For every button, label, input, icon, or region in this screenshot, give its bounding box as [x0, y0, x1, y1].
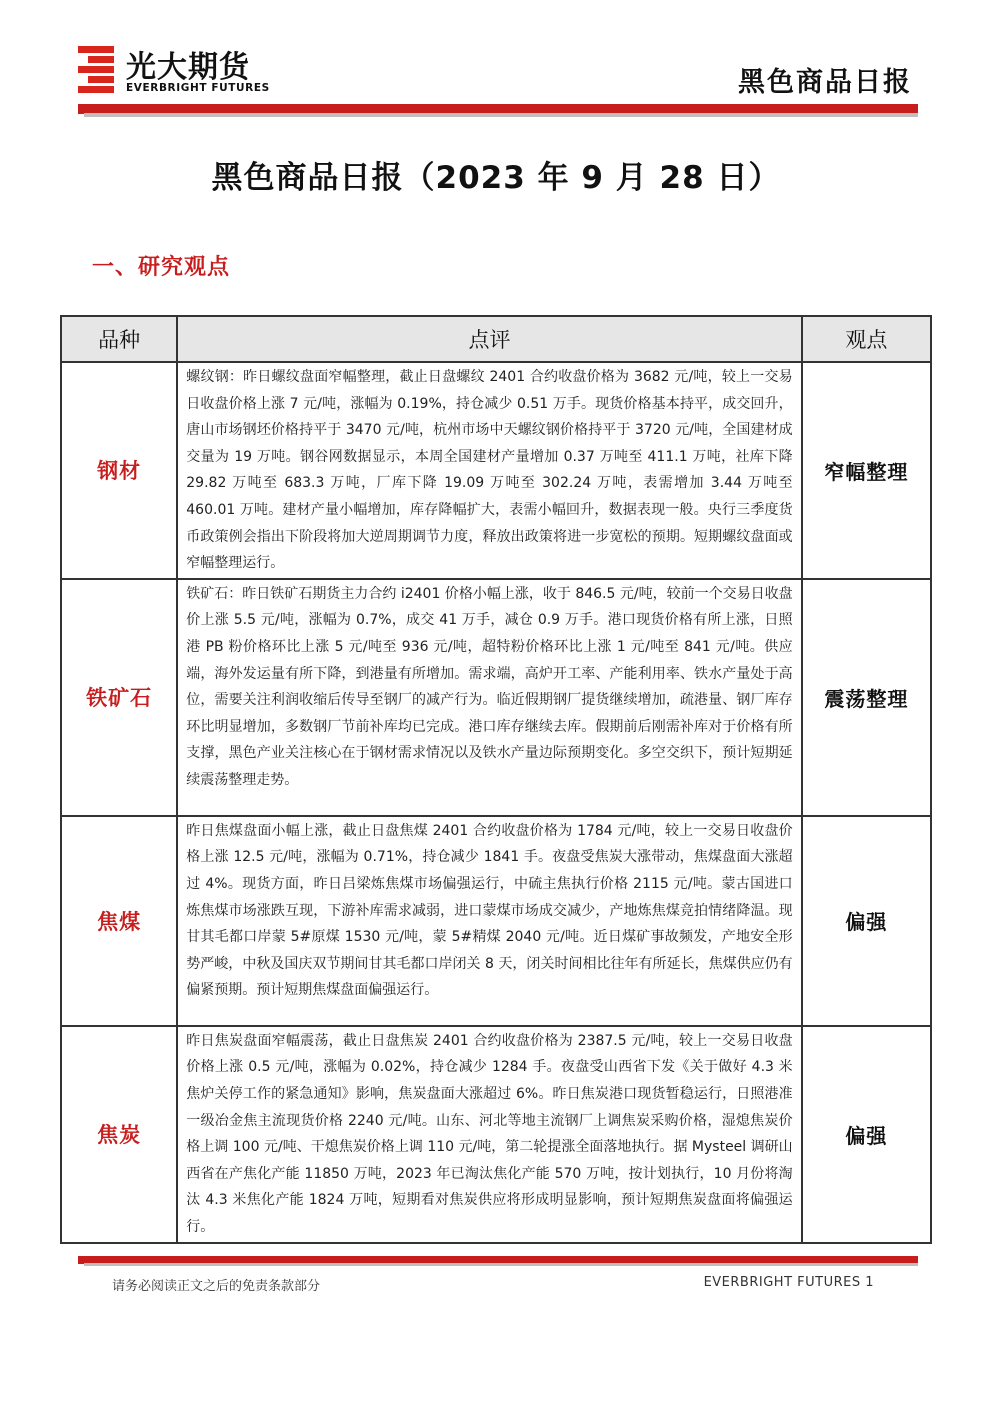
- research-views-table: [60, 315, 932, 1244]
- variety-comment: 昨日焦炭盘面窄幅震荡，截止日盘焦炭 2401 合约收盘价格为 2387.5 元/吨，较上一交易日收盘价格上涨 0.5 元/吨，涨幅为 0.02%，持仓减少 1284 手。夜盘受山西省下发《关于做好 4.3 米焦炉关停工作的紧急通知》影响，焦炭盘面大涨超过 6%。昨日焦炭港口现货暂稳运行，日照港准一级冶金焦主流现货价格 2240 元/吨。山东、河北等地主流钢厂上调焦炭采购价格，湿熄焦炭价格上调 100 元/吨、干熄焦炭价格上调 110 元/吨，第二轮提涨全面落地执行。据 Mysteel 调研山西省在产焦化产能 11850 万吨，2023 年已淘汰焦化产能 570 万吨，按计划执行，10 月份将淘汰 4.3 米焦化产能 1824 万吨，短期看对焦炭供应将形成明显影响，预计短期焦炭盘面将偏强运行。: [177, 1026, 801, 1243]
- variety-name: 焦煤: [61, 816, 177, 1026]
- section-title: 一、研究观点: [92, 255, 231, 280]
- document-title: 黑色商品日报（2023 年 9 月 28 日）: [211, 160, 781, 196]
- table-row: [61, 816, 931, 1026]
- header-comment: 点评: [177, 316, 801, 362]
- header-divider-shadow: [84, 113, 918, 117]
- company-logo: [78, 44, 298, 100]
- variety-view: 震荡整理: [802, 579, 931, 816]
- variety-view: 偏强: [802, 816, 931, 1026]
- variety-name: 钢材: [61, 362, 177, 579]
- table-header-row: [61, 316, 931, 362]
- table-row: [61, 579, 931, 816]
- logo-english-name: EVERBRIGHT FUTURES: [126, 82, 270, 94]
- variety-comment: 螺纹钢：昨日螺纹盘面窄幅整理，截止日盘螺纹 2401 合约收盘价格为 3682 元/吨，较上一交易日收盘价格上涨 7 元/吨，涨幅为 0.19%，持仓减少 0.51 万手。现货价格基本持平，成交回升，唐山市场钢坯价格持平于 3470 元/吨，杭州市场中天螺纹钢价格持平于 3720 元/吨，全国建材成交量为 19 万吨。钢谷网数据显示，本周全国建材产量增加 0.37 万吨至 411.1 万吨，社库下降 29.82 万吨至 683.3 万吨，厂库下降 19.09 万吨至 302.24 万吨，表需增加 3.44 万吨至 460.01 万吨。建材产量小幅增加，库存降幅扩大，表需小幅回升，数据表现一般。央行三季度货币政策例会指出下阶段将加大逆周期调节力度，释放出政策将进一步宽松的预期。短期螺纹盘面或窄幅整理运行。: [177, 362, 801, 579]
- logo-mark-icon: [78, 44, 118, 98]
- variety-view: 窄幅整理: [802, 362, 931, 579]
- table-row: [61, 362, 931, 579]
- variety-comment: 昨日焦煤盘面小幅上涨，截止日盘焦煤 2401 合约收盘价格为 1784 元/吨，较上一交易日收盘价格上涨 12.5 元/吨，涨幅为 0.71%，持仓减少 1841 手。夜盘受焦炭大涨带动，焦煤盘面大涨超过 4%。现货方面，昨日吕梁炼焦煤市场偏强运行，中硫主焦执行价格 2115 元/吨。蒙古国进口炼焦煤市场涨跌互现，下游补库需求减弱，进口蒙煤市场成交减少，产地炼焦煤竞拍情绪降温。现甘其毛都口岸蒙 5#原煤 1530 元/吨，蒙 5#精煤 2040 元/吨。近日煤矿事故频发，产地安全形势严峻，中秋及国庆双节期间甘其毛都口岸闭关 8 天，闭关时间相比往年有所延长，焦煤供应仍有偏紧预期。预计短期焦煤盘面偏强运行。: [177, 816, 801, 1026]
- header-view: 观点: [802, 316, 931, 362]
- variety-name: 铁矿石: [61, 579, 177, 816]
- variety-view: 偏强: [802, 1026, 931, 1243]
- table-row: [61, 1026, 931, 1243]
- disclaimer-note: 请务必阅读正文之后的免责条款部分: [112, 1279, 321, 1294]
- footer-page-info: EVERBRIGHT FUTURES 1: [703, 1275, 874, 1290]
- header-variety: 品种: [61, 316, 177, 362]
- footer-divider-shadow: [84, 1263, 918, 1266]
- logo-name: 光大期货: [126, 50, 250, 85]
- variety-comment: 铁矿石：昨日铁矿石期货主力合约 i2401 价格小幅上涨，收于 846.5 元/吨，较前一个交易日收盘价上涨 5.5 元/吨，涨幅为 0.7%，成交 41 万手，减仓 0.9 万手。港口现货价格有所上涨，日照港 PB 粉价格环比上涨 5 元/吨至 936 元/吨，超特粉价格环比上涨 1 元/吨至 841 元/吨。供应端，海外发运量有所下降，到港量有所增加。需求端，高炉开工率、产能利用率、铁水产量处于高位，需要关注利润收缩后传导至钢厂的减产行为。临近假期钢厂提货继续增加，疏港量、钢厂库存环比明显增加，多数钢厂节前补库均已完成。港口库存继续去库。假期前后刚需补库对于价格有所支撑，黑色产业关注核心在于钢材需求情况以及铁水产量边际预期变化。多空交织下，预计短期延续震荡整理走势。: [177, 579, 801, 816]
- header-title: 黑色商品日报: [738, 67, 912, 98]
- variety-name: 焦炭: [61, 1026, 177, 1243]
